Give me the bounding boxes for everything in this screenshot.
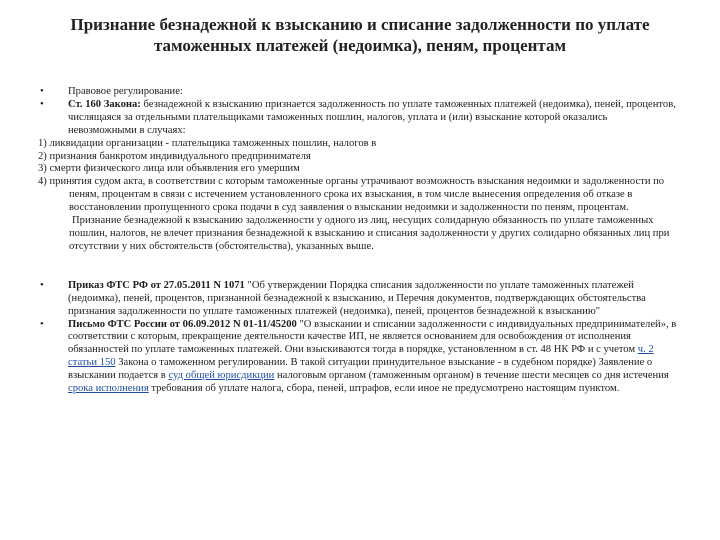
fts-letter-text-1: "О взыскании и списании задолженности с индивидуальных предпринимателей», в соответствии с которым, прекращение деятельности качестве ИП, не является основанием для освобождения от исполнения обязанностей по уплате таможенных платежей. Они взыскиваются тогда в порядке, установленном в ст. 48 НК РФ и с учетом bbox=[68, 318, 677, 356]
spacer bbox=[38, 254, 678, 280]
slide-body bbox=[38, 86, 678, 396]
fts-order-text: "Об утверждении Порядка списания задолженности по уплате таможенных платежей (недоимка), пеней, процентов, признанной безнадежной к взысканию, и Перечня документов, подтверждающих обстоятельства признания задолженности по уплате таможенных платежей (недоимка), пеней, процентов безнадежной к взысканию" bbox=[68, 279, 646, 317]
article-160-label: Ст. 160 Закона: bbox=[68, 98, 141, 110]
bullet-fts-order bbox=[38, 280, 678, 319]
fts-letter-text-4: требования об уплате налога, сбора, пеней, штрафов, если иное не предусмотрено настоящим пунктом. bbox=[148, 383, 620, 395]
article-160-text: безнадежной к взысканию признается задолженность по уплате таможенных платежей (недоимка), пеней, процентов, числящаяся за отдельными плательщиками таможенных пошлин, налогов, уплата и (или) взыскание которой оказались невозможными в случаях: bbox=[68, 98, 676, 136]
case-item-1: 1) ликвидации организации - плательщика таможенных пошлин, налогов в bbox=[38, 137, 377, 149]
slide-title bbox=[40, 14, 680, 56]
bullet-article-160 bbox=[38, 99, 678, 138]
bullet-legal-heading bbox=[38, 86, 678, 99]
case-item-4: 4) принятия судом акта, в соответствии с которым таможенные органы утрачивают возможность взыскания недоимки и задолженности по пеням, процентам в связи с истечением установленного срока их взыскания, в том числе вынесения определения об отказе в восстановлении пропущенного срока подачи в суд заявления о взыскании недоимки и задолженности по пеням, процентам. bbox=[38, 176, 665, 214]
link-execution-deadline[interactable]: срока исполнения bbox=[68, 383, 149, 395]
bullet-dot: • bbox=[40, 86, 44, 97]
bullet-dot: • bbox=[40, 98, 44, 110]
case-item-3: 3) смерти физического лица или объявления его умершим bbox=[38, 163, 300, 175]
fts-letter-label: Письмо ФТС России от 06.09.2012 N 01-11/45200 bbox=[68, 318, 297, 330]
bullet-dot: • bbox=[40, 318, 44, 330]
solidary-paragraph: Признание безнадежной к взысканию задолженности у одного из лиц, несущих солидарную обязанность по уплате таможенных пошлин, налогов, не влечет признания безнадежной к взысканию и списания задолженности у других солидарно обязанных лиц при отсутствии у них обстоятельств (обстоятельства), указанных выше. bbox=[69, 215, 670, 252]
bullet-dot: • bbox=[40, 279, 44, 291]
fts-letter-text-3: налоговым органом (таможенным органом) в течение шести месяцев со дня истечения bbox=[274, 370, 669, 382]
case-item-2: 2) признания банкротом индивидуального предпринимателя bbox=[38, 150, 311, 162]
title-line-1: Признание безнадежной к взысканию и списание задолженности по уплате bbox=[70, 15, 650, 34]
bullet-fts-letter bbox=[38, 319, 678, 396]
link-article-150[interactable]: ч. 2 статьи 150 bbox=[68, 344, 654, 369]
fts-letter-text-2: Закона о таможенном регулировании. В такой ситуации принудительное взыскание - в судебном порядке) Заявление о взыскании подается в bbox=[68, 357, 653, 382]
link-general-court[interactable]: суд общей юрисдикции bbox=[168, 370, 275, 382]
fts-order-label: Приказ ФТС РФ от 27.05.2011 N 1071 bbox=[68, 279, 245, 291]
legal-heading: Правовое регулирование: bbox=[68, 86, 183, 97]
title-line-2: таможенных платежей (недоимка), пеням, процентам bbox=[153, 36, 567, 55]
